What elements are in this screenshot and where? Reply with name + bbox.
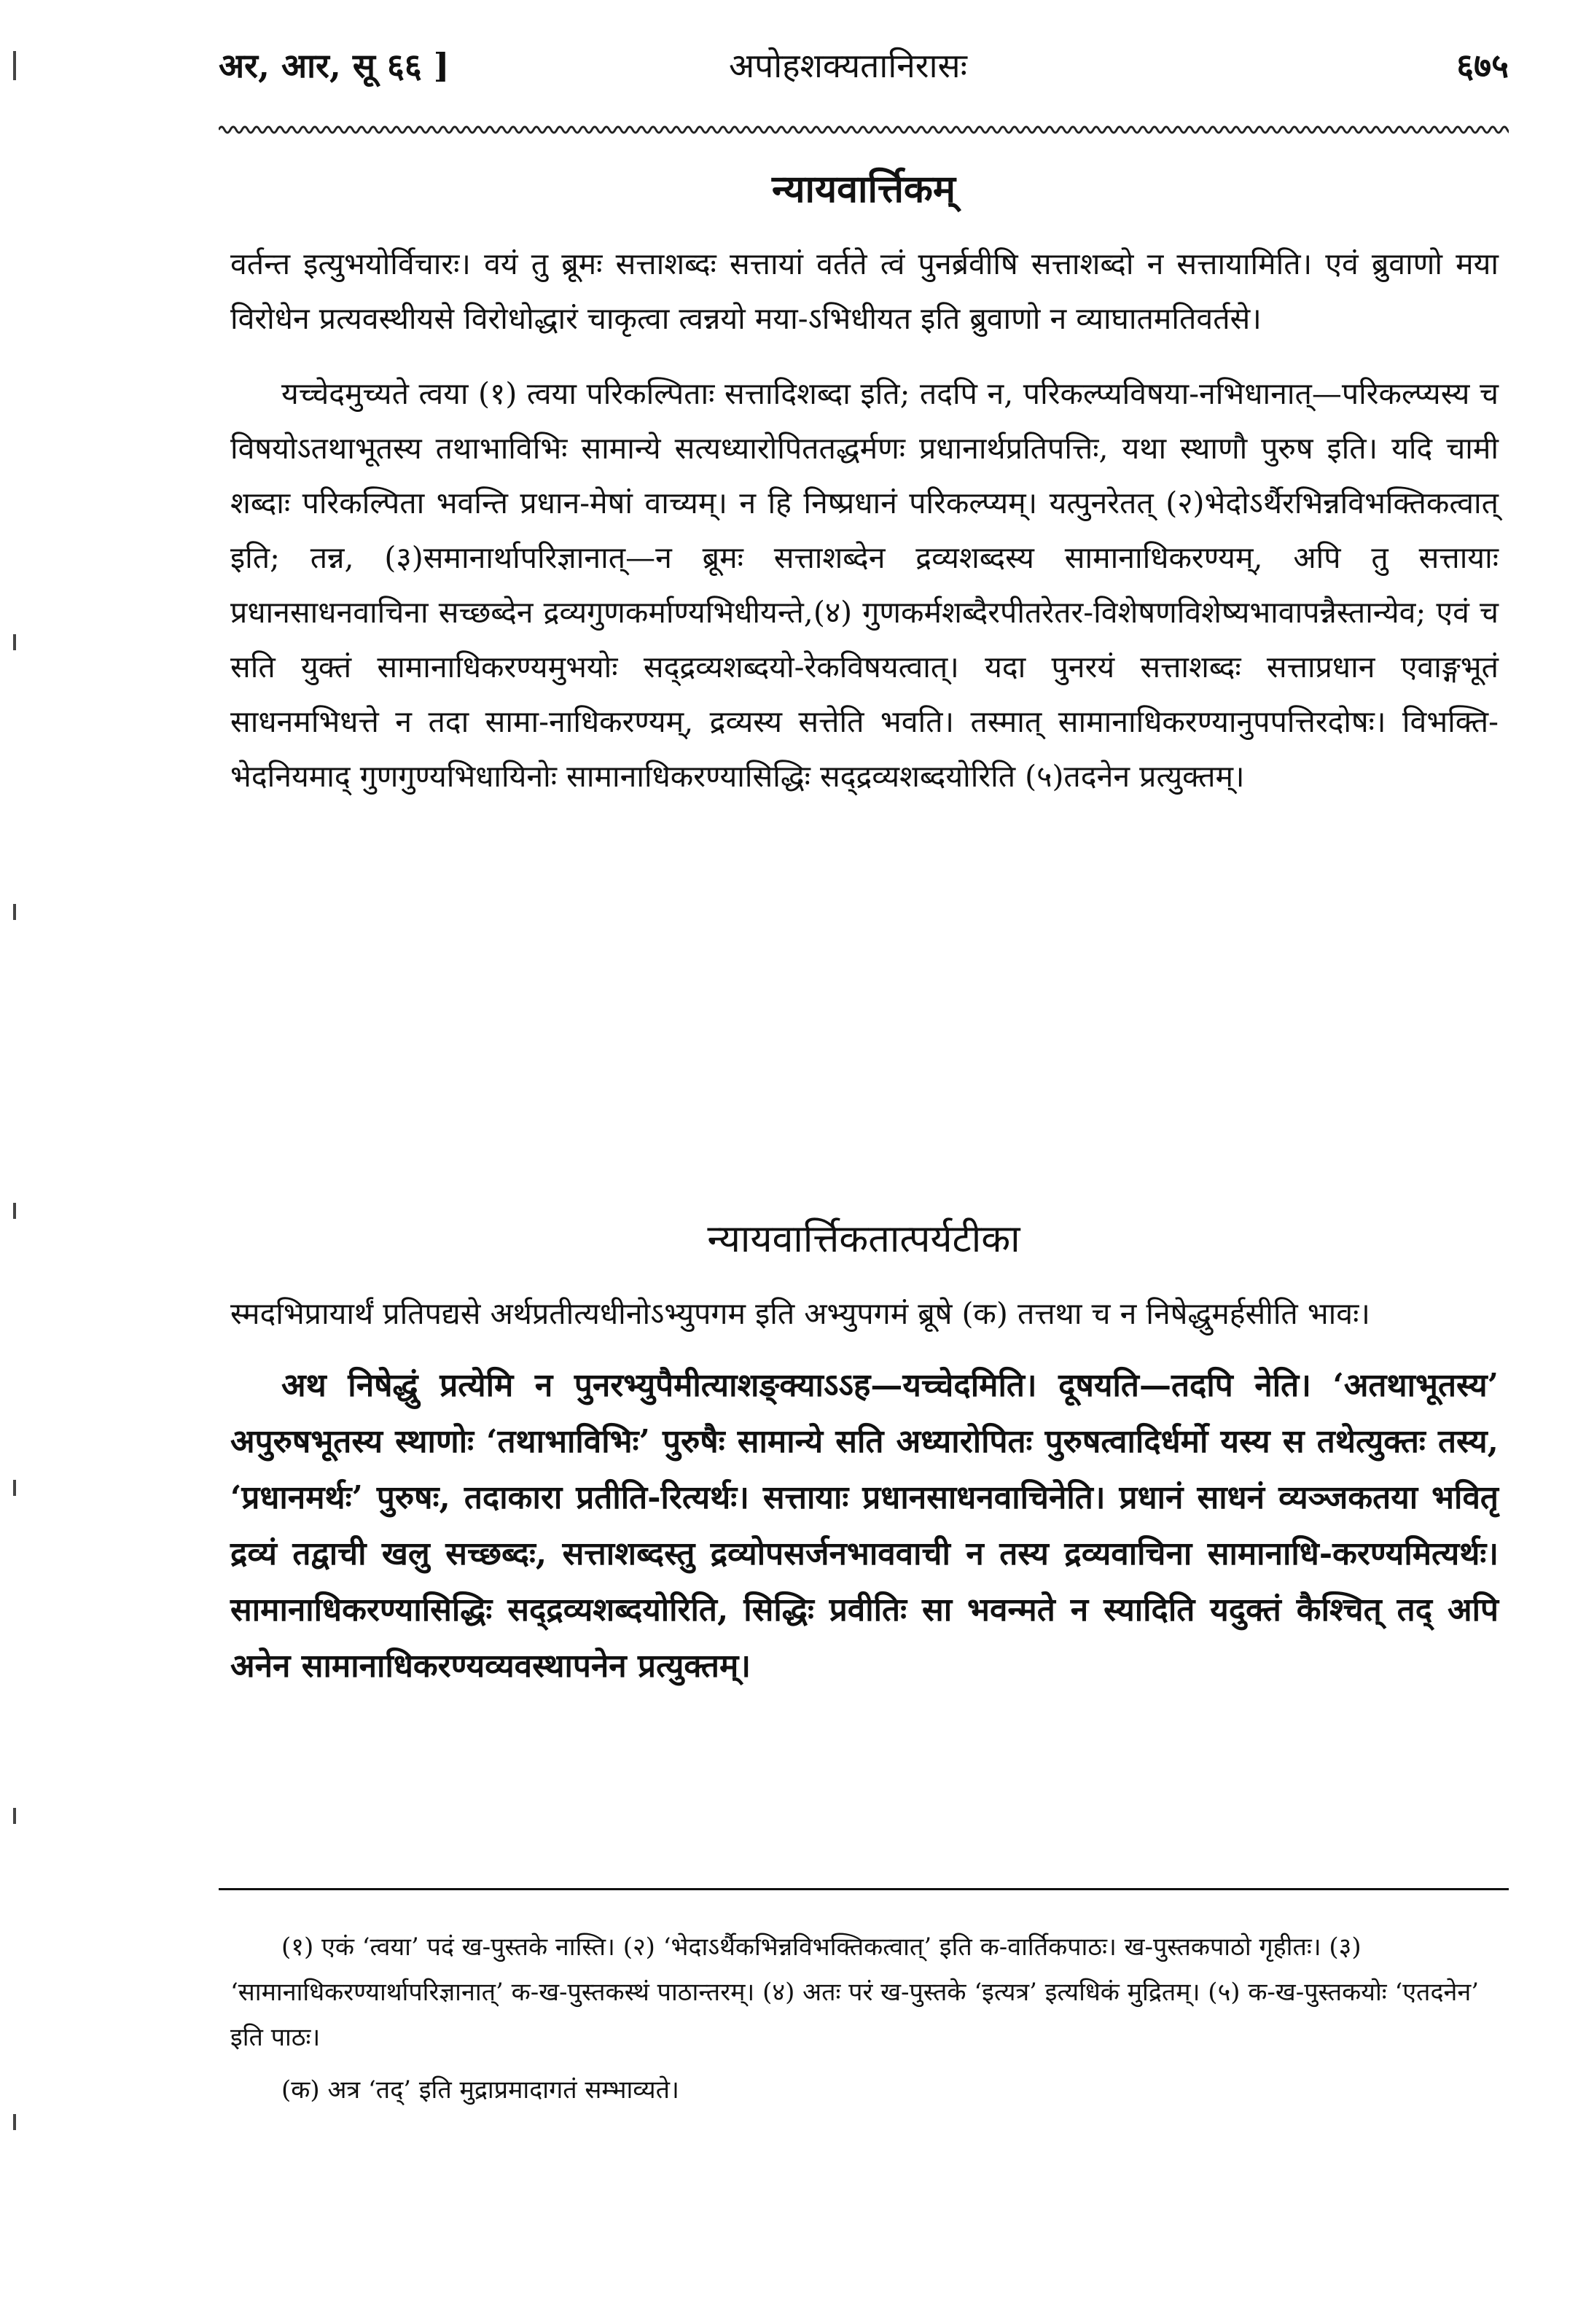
nyayavarttika-paragraph-1: वर्तन्त इत्युभयोर्विचारः। वयं तु ब्रूमः सत्ताशब्दः सत्तायां वर्तते त्वं पुनर्ब्रवीषि सत्ताशब्दो न सत्तायामिति। एवं ब्रुवाणो मया विरोधेन प्रत्यवस्थीयसे विरोधोद्धारं चाकृत्वा त्वन्नयो मया-ऽभिधीयत इति ब्रुवाणो न व्याघातमतिवर्तसे। (230, 246, 1499, 336)
wavy-divider (219, 121, 1509, 139)
header-reference: अर, आर, सू ६६ ] (219, 46, 450, 85)
margin-mark (13, 1480, 16, 1496)
header-chapter-title: अपोहशक्यतानिरासः (729, 46, 967, 85)
margin-mark (13, 1203, 16, 1219)
page-number: ६७५ (1456, 46, 1509, 85)
footnote-separator (219, 1888, 1509, 1890)
margin-mark (13, 904, 16, 920)
margin-mark (13, 634, 16, 650)
nyayavarttika-paragraph-2: यच्चेदमुच्यते त्वया (१) त्वया परिकल्पिताः सत्तादिशब्दा इति; तदपि न, परिकल्प्यविषया-नभिधानात्—परिकल्प्यस्य च विषयोऽतथाभूतस्य तथाभाविभिः सामान्ये सत्यध्यारोपिततद्धर्मणः प्रधानार्थप्रतिपत्तिः, यथा स्थाणौ पुरुष इति। यदि चामी शब्दाः परिकल्पिता भवन्ति प्रधान-मेषां वाच्यम्। न हि निष्प्रधानं परिकल्प्यम्। यत्पुनरेतत् (२)भेदोऽर्थैरभिन्नविभक्तिकत्वात् इति; तन्न, (३)समानार्थापरिज्ञानात्—न ब्रूमः सत्ताशब्देन द्रव्यशब्दस्य सामानाधिकरण्यम्, अपि तु सत्तायाः प्रधानसाधनवाचिना सच्छब्देन द्रव्यगुणकर्माण्यभिधीयन्ते,(४) गुणकर्मशब्दैरपीतरेतर-विशेषणविशेष्यभावापन्नैस्तान्येव; एवं च सति युक्तं सामानाधिकरण्यमुभयोः सद्द्रव्यशब्दयो-रेकविषयत्वात्। यदा पुनरयं सत्ताशब्दः सत्ताप्रधान एवाङ्गभूतं साधनमभिधत्ते न तदा सामा-नाधिकरण्यम्, द्रव्यस्य सत्तेति भवति। तस्मात् सामानाधिकरण्यानुपपत्तिरदोषः। विभक्ति-भेदनियमाद् गुणगुण्यभिधायिनोः सामानाधिकरण्यासिद्धिः सद्द्रव्यशब्दयोरिति (५)तदनेन प्रत्युक्तम्। (230, 376, 1499, 794)
footnote-variant-readings: (१) एकं ‘त्वया’ पदं ख-पुस्तके नास्ति। (२) ‘भेदाऽर्थैकभिन्नविभक्तिकत्वात्’ इति क-वार्तिकपाठः। ख-पुस्तकपाठो गृहीतः। (३) ‘सामानाधिकरण्यार्थापरिज्ञानात्’ क-ख-पुस्तकस्थं पाठान्तरम्। (४) अतः परं ख-पुस्तके ‘इत्यत्र’ इत्यधिकं मुद्रितम्। (५) क-ख-पुस्तकयोः ‘एतदनेन’ इति पाठः। (230, 1933, 1480, 2052)
tatparyatika-text (230, 1287, 1499, 1694)
nyayavarttika-text (230, 237, 1499, 804)
footnotes (230, 1925, 1499, 2113)
tatparyatika-paragraph-2: अथ निषेद्धुं प्रत्येमि न पुनरभ्युपैमीत्याशङ्क्याऽऽह—यच्चेदमिति। दूषयति—तदपि नेति। ‘अतथाभूतस्य’ अपुरुषभूतस्य स्थाणोः ‘तथाभाविभिः’ पुरुषैः सामान्ये सति अध्यारोपितः पुरुषत्वादिर्धर्मो यस्य स तथेत्युक्तः तस्य, ‘प्रधानमर्थः’ पुरुषः, तदाकारा प्रतीति-रित्यर्थः। सत्तायाः प्रधानसाधनवाचिनेति। प्रधानं साधनं व्यञ्जकतया भवितृ द्रव्यं तद्वाची खलु सच्छब्दः, सत्ताशब्दस्तु द्रव्योपसर्जनभाववाची न तस्य द्रव्यवाचिना सामानाधि-करण्यमित्यर्थः। सामानाधिकरण्यासिद्धिः सद्द्रव्यशब्दयोरिति, सिद्धिः प्रवीतिः सा भवन्मते न स्यादिति यदुक्तं कैश्चित् तद् अपि अनेन सामानाधिकरण्यव्यवस्थापनेन प्रत्युक्तम्। (230, 1367, 1499, 1685)
section-title-nyayavarttika: न्यायवार्त्तिकम् (772, 167, 956, 211)
footnote-editorial-note: (क) अत्र ‘तद्’ इति मुद्राप्रमादागतं सम्भाव्यते। (281, 2075, 679, 2105)
page-header (219, 28, 1509, 108)
margin-mark (13, 1808, 16, 1824)
margin-mark (13, 2114, 16, 2130)
margin-mark (13, 51, 16, 80)
tatparyatika-paragraph-1: स्मदभिप्रायार्थं प्रतिपद्यसे अर्थप्रतीत्यधीनोऽभ्युपगम इति अभ्युपगमं ब्रूषे (क) तत्तथा च न निषेद्धुमर्हसीति भावः। (230, 1296, 1370, 1331)
section-title-tatparyatika: न्यायवार्त्तिकतात्पर्यटीका (707, 1217, 1020, 1261)
